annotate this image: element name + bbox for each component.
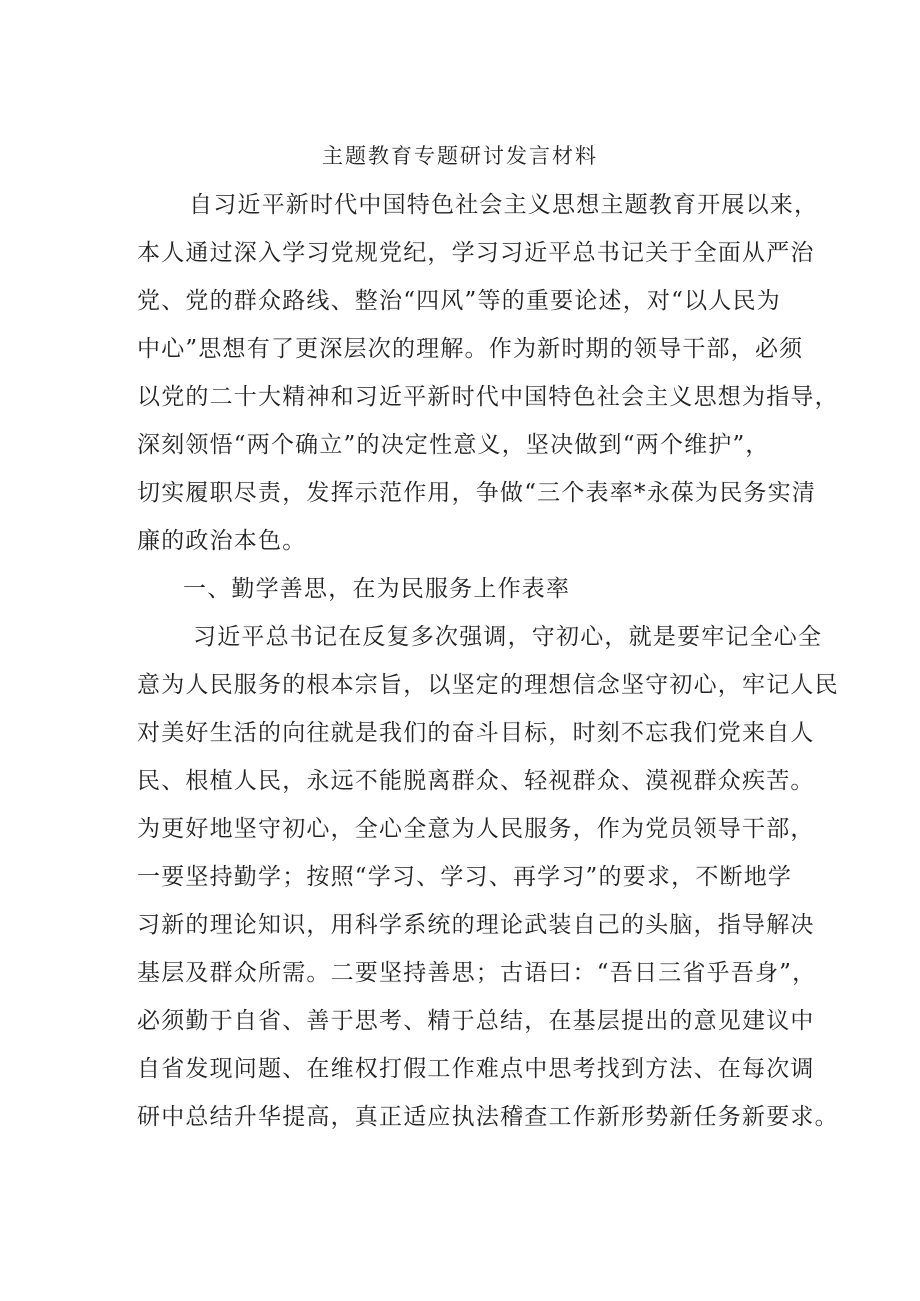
paragraph-line: 自省发现问题、在维权打假工作难点中思考找到方法、在每次调 [137, 1056, 815, 1082]
paragraph-line: 中心”思想有了更深层次的理解。作为新时期的领导干部，必须 [137, 336, 804, 362]
document-body [137, 181, 839, 1141]
paragraph-line: 意为人民服务的根本宗旨，以坚定的理想信念坚守初心，牢记人民 [137, 672, 839, 698]
document-title: 主题教育专题研讨发言材料 [322, 144, 598, 168]
paragraph-line: 基层及群众所需。二要坚持善思；古语曰：“吾日三省乎吾身”， [137, 960, 817, 986]
section-heading: 一、勤学善思，在为民服务上作表率 [183, 576, 571, 602]
paragraph-line: 民、根植人民，永远不能脱离群众、轻视群众、漠视群众疾苦。 [137, 768, 815, 794]
paragraph-line: 廉的政治本色。 [137, 528, 307, 554]
paragraph-line: 本人通过深入学习党规党纪，学习习近平总书记关于全面从严治 [137, 240, 815, 266]
paragraph-line: 对美好生活的向往就是我们的奋斗目标，时刻不忘我们党来自人 [137, 720, 815, 746]
paragraph-line: 研中总结升华提高，真正适应执法稽查工作新形势新任务新要求。 [137, 1104, 839, 1130]
paragraph-line: 党、党的群众路线、整治“四风”等的重要论述，对“以人民为 [137, 288, 781, 314]
paragraph-line: 习近平总书记在反复多次强调，守初心，就是要牢记全心全 [193, 624, 823, 650]
paragraph-line: 深刻领悟“两个确立”的决定性意义，坚决做到“两个维护”， [137, 432, 770, 458]
paragraph-line: 一要坚持勤学；按照“学习、学习、再学习”的要求，不断地学 [137, 864, 793, 890]
paragraph-line: 为更好地坚守初心，全心全意为人民服务，作为党员领导干部， [137, 816, 815, 842]
paragraph-line: 切实履职尽责，发挥示范作用，争做“三个表率*永葆为民务实清 [137, 480, 817, 506]
paragraph-line: 以党的二十大精神和习近平新时代中国特色社会主义思想为指导， [137, 384, 839, 410]
paragraph-line: 习新的理论知识，用科学系统的理论武装自己的头脑，指导解决 [137, 912, 815, 938]
paragraph-line: 自习近平新时代中国特色社会主义思想主题教育开展以来， [189, 192, 819, 218]
paragraph-line: 必须勤于自省、善于思考、精于总结，在基层提出的意见建议中 [137, 1008, 815, 1034]
